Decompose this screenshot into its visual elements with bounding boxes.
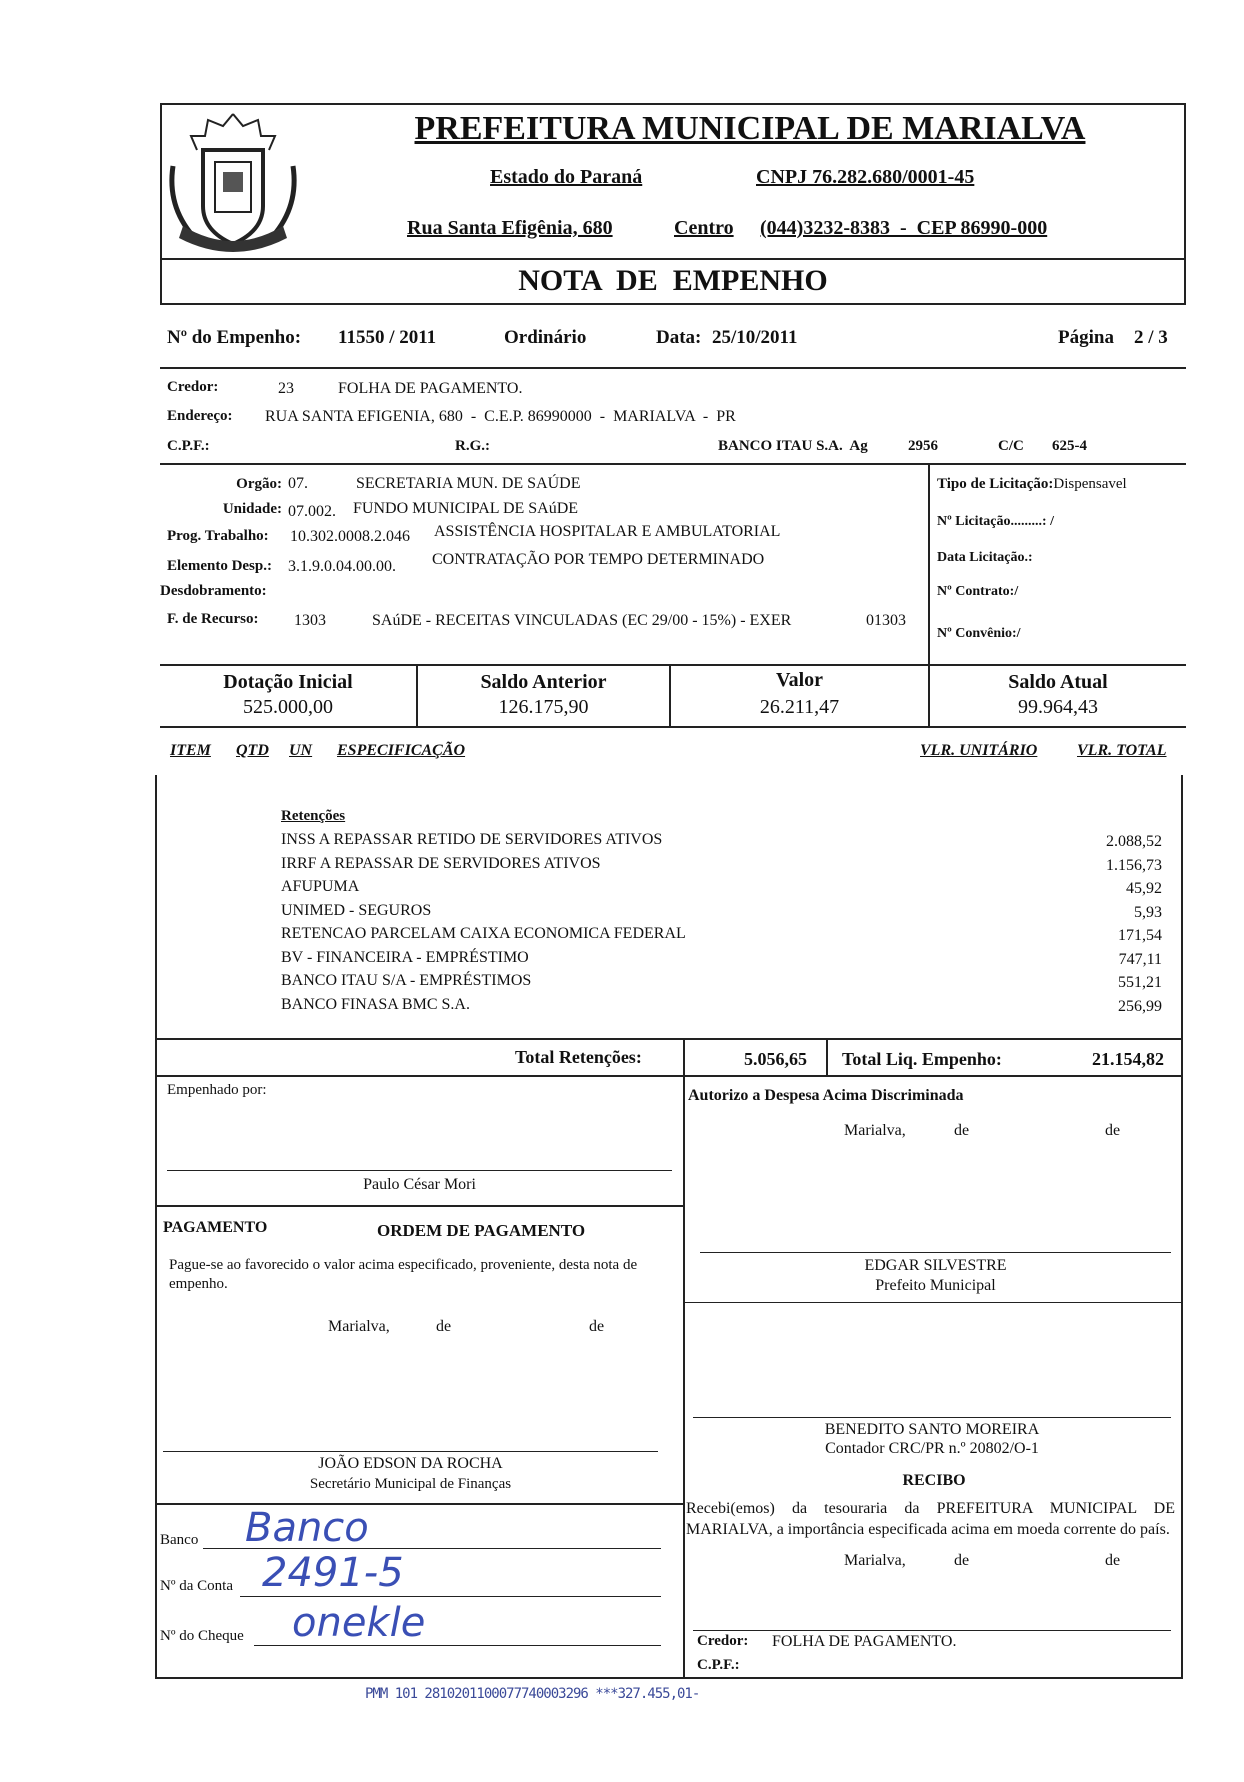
saldo-atual-value: 99.964,43 xyxy=(1018,696,1098,718)
divider xyxy=(155,1503,683,1505)
address-district: Centro xyxy=(674,217,734,239)
unidade-code: 07.002. xyxy=(288,503,336,520)
list-item: BANCO ITAU S/A - EMPRÉSTIMOS xyxy=(281,972,532,989)
licitacao-number: Nº Licitação.........: / xyxy=(937,514,1054,529)
total-retencoes-label: Total Retenções: xyxy=(515,1047,642,1067)
bottom-border xyxy=(155,1677,1183,1679)
conta-handwriting: 2491-5 xyxy=(262,1550,404,1596)
date-de: de xyxy=(1105,1122,1121,1139)
center-divider xyxy=(683,1077,685,1677)
pague-se-text: Pague-se ao favorecido o valor acima especificado, proveniente, desta nota de empenho. xyxy=(169,1257,638,1292)
document-title: NOTA DE EMPENHO xyxy=(518,264,828,297)
list-item-value: 1.156,73 xyxy=(1106,856,1162,874)
list-item: AFUPUMA xyxy=(281,878,360,895)
orgao-name: SECRETARIA MUN. DE SAÚDE xyxy=(356,475,581,492)
date-de: de xyxy=(436,1318,452,1335)
divider xyxy=(155,1205,683,1207)
divider xyxy=(826,1038,828,1075)
institution-title: PREFEITURA MUNICIPAL DE MARIALVA xyxy=(414,110,1086,147)
credor-name: FOLHA DE PAGAMENTO. xyxy=(338,380,523,397)
empenho-date: 25/10/2011 xyxy=(712,327,798,348)
endereco: RUA SANTA EFIGENIA, 680 - C.E.P. 86990000 - MARIALVA - PR xyxy=(265,408,736,425)
recurso-name: SAúDE - RECEITAS VINCULADAS (EC 29/00 - 15%) - EXER xyxy=(372,612,792,629)
divider xyxy=(160,664,1186,666)
date-de: de xyxy=(589,1318,605,1335)
local-date: Marialva, xyxy=(844,1122,906,1139)
recibo-title: RECIBO xyxy=(902,1472,966,1489)
col-especificacao: ESPECIFICAÇÃO xyxy=(337,742,466,759)
cheque-label: Nº do Cheque xyxy=(160,1628,244,1644)
desdobramento-label: Desdobramento: xyxy=(160,583,267,599)
col-vlr-total: VLR. TOTAL xyxy=(1077,742,1167,759)
dotacao-inicial-label: Dotação Inicial xyxy=(223,671,353,693)
elemento-name: CONTRATAÇÃO POR TEMPO DETERMINADO xyxy=(432,551,765,568)
state-name: Estado do Paraná xyxy=(490,166,643,188)
date-de: de xyxy=(954,1122,970,1139)
bank-agency: 2956 xyxy=(908,438,938,454)
divider xyxy=(155,1038,1183,1040)
recurso-code-2: 01303 xyxy=(866,612,906,629)
list-item: INSS A REPASSAR RETIDO DE SERVIDORES ATIVOS xyxy=(281,831,663,848)
recibo-credor-label: Credor: xyxy=(697,1633,749,1649)
header-divider xyxy=(160,258,1186,260)
prefeito-nome: EDGAR SILVESTRE xyxy=(864,1257,1007,1274)
list-item-value: 551,21 xyxy=(1118,974,1162,991)
col-qtd: QTD xyxy=(236,742,269,759)
contador-nome: BENEDITO SANTO MOREIRA xyxy=(824,1421,1040,1438)
total-liquido-label: Total Liq. Empenho: xyxy=(842,1049,1002,1069)
banco-label: Banco xyxy=(160,1532,199,1548)
conta-label: Nº da Conta xyxy=(160,1578,233,1594)
bank-name: BANCO ITAU S.A. Ag xyxy=(718,438,868,454)
orgao-label: Orgão: xyxy=(236,476,282,492)
signature-line xyxy=(700,1252,1171,1253)
licitacao-type-label: Tipo de Licitação: xyxy=(937,476,1054,492)
address-phone-cep: (044)3232-8383 - CEP 86990-000 xyxy=(760,217,1048,239)
footer-code: PMM 101 2810201100077740003296 ***327.455,01- xyxy=(365,1686,700,1702)
divider xyxy=(685,1302,1183,1303)
total-retencoes-value: 5.056,65 xyxy=(744,1049,807,1069)
empenho-date-label: Data: xyxy=(656,327,702,348)
unidade-label: Unidade: xyxy=(222,501,282,517)
empenhado-label: Empenhado por: xyxy=(167,1082,267,1098)
credor-code: 23 xyxy=(278,380,294,397)
list-item: UNIMED - SEGUROS xyxy=(281,901,432,919)
list-item-value: 747,11 xyxy=(1118,950,1162,968)
list-item-value: 5,93 xyxy=(1134,903,1162,921)
signature-line xyxy=(167,1170,672,1171)
retencoes-values xyxy=(1000,830,1162,1018)
elemento-code: 3.1.9.0.04.00.00. xyxy=(288,558,396,575)
empenho-type: Ordinário xyxy=(504,327,587,348)
convenio: Nº Convênio:/ xyxy=(937,626,1021,641)
recurso-label: F. de Recurso: xyxy=(167,611,259,627)
coat-of-arms-seal xyxy=(163,106,303,256)
page-number: 2 / 3 xyxy=(1134,327,1168,348)
credor-label: Credor: xyxy=(167,379,219,395)
valor-value: 26.211,47 xyxy=(759,696,840,718)
col-vlr-unitario: VLR. UNITÁRIO xyxy=(920,742,1038,759)
dotacao-inicial-value: 525.000,00 xyxy=(243,696,333,718)
empenhado-nome: Paulo César Mori xyxy=(363,1176,476,1193)
local-date: Marialva, xyxy=(328,1318,390,1335)
ordem-pagamento-label: ORDEM DE PAGAMENTO xyxy=(377,1221,586,1240)
prog-name: ASSISTÊNCIA HOSPITALAR E AMBULATORIAL xyxy=(434,523,781,540)
contrato: Nº Contrato:/ xyxy=(937,584,1019,599)
cpf-label: C.P.F.: xyxy=(167,438,210,454)
prog-label: Prog. Trabalho: xyxy=(167,528,269,544)
date-de: de xyxy=(954,1552,970,1569)
pagamento-label: PAGAMENTO xyxy=(163,1219,268,1236)
valor-label: Valor xyxy=(775,669,824,691)
list-item: RETENCAO PARCELAM CAIXA ECONOMICA FEDERAL xyxy=(281,925,686,942)
secretario-nome: JOÃO EDSON DA ROCHA xyxy=(318,1455,503,1472)
list-item-value: 2.088,52 xyxy=(1106,833,1162,850)
col-un: UN xyxy=(289,742,313,759)
date-de: de xyxy=(1105,1552,1121,1569)
divider xyxy=(683,1038,685,1075)
unidade-name: FUNDO MUNICIPAL DE SAúDE xyxy=(353,500,579,517)
retencoes-title: Retenções xyxy=(281,808,346,824)
licitacao-divider xyxy=(928,463,930,664)
banco-handwriting: Banco xyxy=(245,1505,369,1551)
saldo-anterior-label: Saldo Anterior xyxy=(480,671,607,693)
rg-label: R.G.: xyxy=(455,438,490,454)
list-item: IRRF A REPASSAR DE SERVIDORES ATIVOS xyxy=(281,854,601,872)
recibo-text: Recebi(emos) da tesouraria da PREFEITURA MUNICIPAL DE MARIALVA, a importância especificada acima em moeda corrente do país. xyxy=(686,1500,1175,1538)
conta-line xyxy=(240,1596,661,1597)
signature-line xyxy=(693,1417,1171,1418)
licitacao-date: Data Licitação.: xyxy=(937,550,1033,565)
total-liquido-value: 21.154,82 xyxy=(1092,1049,1164,1069)
right-border xyxy=(1181,775,1183,1677)
recibo-credor-value: FOLHA DE PAGAMENTO. xyxy=(772,1633,957,1650)
local-date: Marialva, xyxy=(844,1552,906,1569)
cnpj: CNPJ 76.282.680/0001-45 xyxy=(756,166,975,188)
empenho-number-label: Nº do Empenho: xyxy=(167,327,302,348)
divider xyxy=(160,463,1186,465)
divider xyxy=(160,726,1186,728)
list-item: BV - FINANCEIRA - EMPRÉSTIMO xyxy=(281,948,529,966)
elemento-label: Elemento Desp.: xyxy=(167,558,272,574)
cc-number: 625-4 xyxy=(1052,438,1087,454)
list-item-value: 256,99 xyxy=(1118,997,1162,1015)
list-item: BANCO FINASA BMC S.A. xyxy=(281,995,470,1013)
signature-line xyxy=(163,1451,658,1452)
secretario-cargo: Secretário Municipal de Finanças xyxy=(309,1476,512,1492)
col-item: ITEM xyxy=(170,742,211,759)
prefeito-cargo: Prefeito Municipal xyxy=(875,1277,996,1294)
signature-line xyxy=(693,1630,1171,1631)
contador-cargo: Contador CRC/PR n.º 20802/O-1 xyxy=(825,1440,1039,1457)
saldo-anterior-value: 126.175,90 xyxy=(498,696,589,718)
divider xyxy=(160,367,1186,369)
page-label: Página xyxy=(1058,327,1114,348)
list-item-value: 45,92 xyxy=(1126,880,1162,897)
cc-label: C/C xyxy=(998,438,1024,454)
saldo-atual-label: Saldo Atual xyxy=(1008,671,1108,693)
endereco-label: Endereço: xyxy=(167,408,233,424)
recibo-cpf-label: C.P.F.: xyxy=(697,1657,740,1673)
divider xyxy=(155,1075,1183,1077)
autorizo-text: Autorizo a Despesa Acima Discriminada xyxy=(688,1087,964,1104)
list-item-value: 171,54 xyxy=(1118,927,1162,944)
orgao-code: 07. xyxy=(288,475,308,492)
empenho-number: 11550 / 2011 xyxy=(338,327,437,348)
cheque-handwriting: onekle xyxy=(292,1600,426,1646)
licitacao-type: Dispensavel xyxy=(1053,476,1127,492)
recurso-code: 1303 xyxy=(294,612,326,629)
prog-code: 10.302.0008.2.046 xyxy=(290,528,410,545)
left-border xyxy=(155,775,157,1677)
retencoes-list xyxy=(281,828,686,1016)
address-street: Rua Santa Efigênia, 680 xyxy=(407,217,613,239)
